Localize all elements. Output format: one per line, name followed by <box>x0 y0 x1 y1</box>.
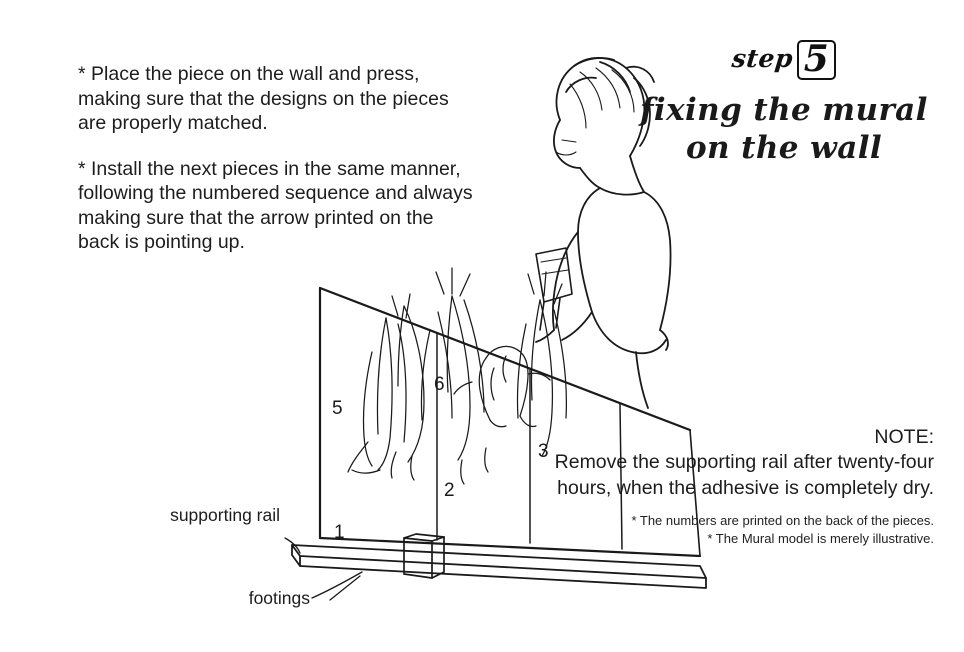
step-heading <box>634 40 934 168</box>
piece-number-2: 2 <box>444 480 455 501</box>
footings <box>330 534 444 600</box>
note-label: NOTE: <box>874 426 934 448</box>
callout-footings: footings <box>248 588 310 608</box>
step-word: step <box>730 44 795 73</box>
piece-number-5: 5 <box>332 398 343 419</box>
piece-number-6: 6 <box>434 374 445 395</box>
smoothing-tool <box>536 248 572 330</box>
note-block <box>504 425 934 547</box>
instructions-block <box>78 62 478 276</box>
step-title-line-1: fixing the mural <box>640 92 928 129</box>
footnotes <box>504 512 934 547</box>
instruction-paragraph-2: * Install the next pieces in the same manner, following the numbered sequence and always making sure that the arrow printed on the back is pointing up. <box>78 157 473 254</box>
instruction-paragraph-1: * Place the piece on the wall and press, making sure that the designs on the pieces are properly matched. <box>78 63 449 135</box>
step-title-line-2: on the wall <box>685 130 883 166</box>
supporting-rail <box>292 545 706 588</box>
footnote-2: * The Mural model is merely illustrative. <box>707 530 934 546</box>
piece-number-1: 1 <box>334 522 345 543</box>
piece-number-3: 3 <box>538 441 549 462</box>
step-line <box>634 40 934 80</box>
mural-animal <box>454 346 550 426</box>
footnote-1: * The numbers are printed on the back of the pieces. <box>631 513 934 529</box>
step-title <box>634 92 934 168</box>
note-body: Remove the supporting rail after twenty-four hours, when the adhesive is completely dry. <box>554 451 934 499</box>
step-number: 5 <box>797 40 837 80</box>
callout-supporting-rail: supporting rail <box>170 505 280 525</box>
